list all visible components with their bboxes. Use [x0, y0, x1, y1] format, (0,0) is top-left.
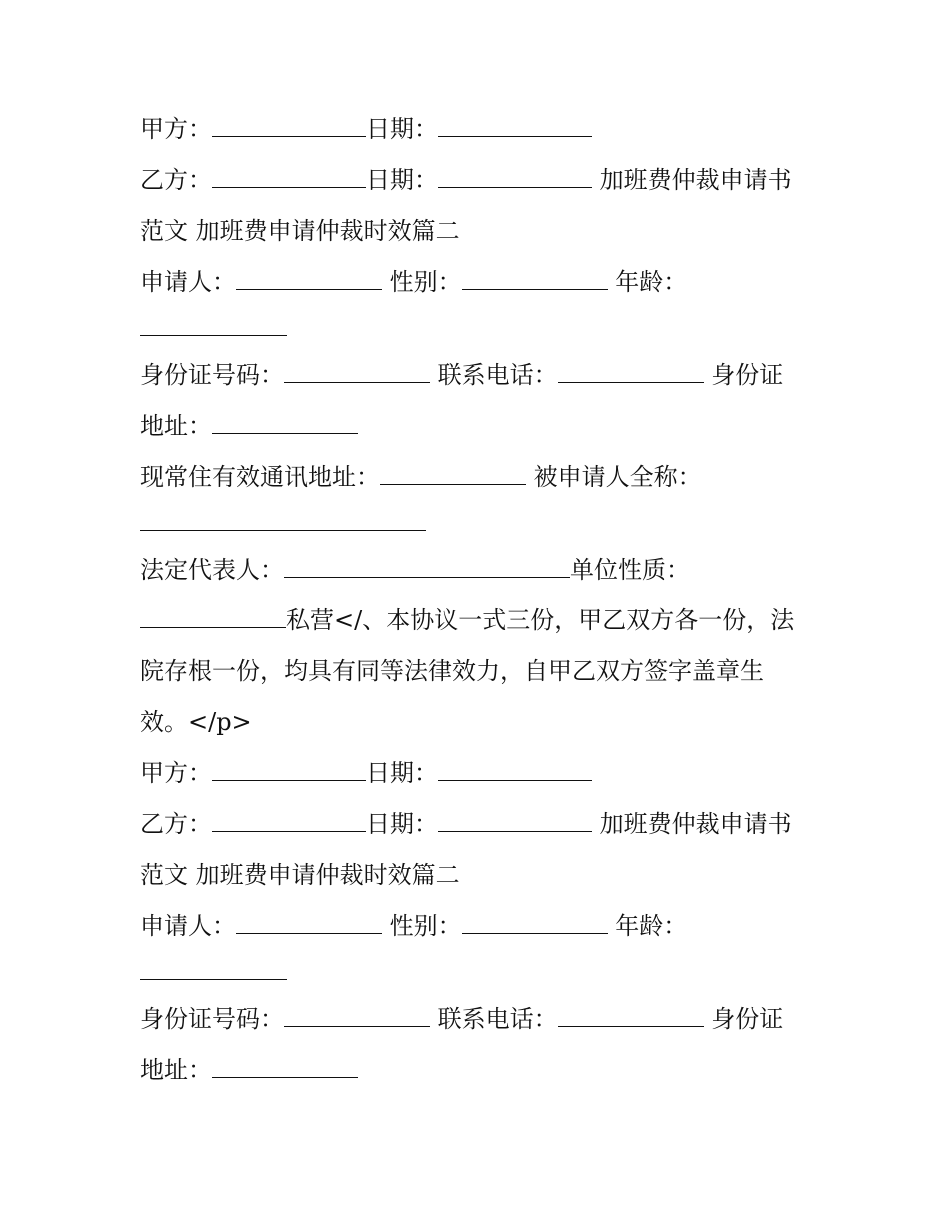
age-blank-line [140, 952, 830, 992]
title-text: 加班费仲裁申请书 [592, 166, 792, 194]
date-label: 日期： [366, 166, 438, 194]
date-blank[interactable] [438, 160, 592, 188]
respondent-label: 被申请人全称： [526, 463, 702, 491]
respondent-blank[interactable] [140, 503, 426, 531]
gender-blank[interactable] [462, 906, 608, 934]
section-title: 范文 加班费申请仲裁时效篇二 [140, 861, 460, 889]
address-label: 地址： [140, 412, 212, 440]
phone-label: 联系电话： [430, 361, 558, 389]
age-label: 年龄： [607, 268, 688, 296]
gender-blank[interactable] [462, 262, 608, 290]
phone-label: 联系电话： [430, 1005, 558, 1033]
body-text: 院存根一份，均具有同等法律效力，自甲乙双方签字盖章生 [140, 657, 764, 685]
unit-nature-blank[interactable] [140, 600, 286, 628]
phone-blank[interactable] [558, 355, 704, 383]
id-card-label: 身份证 [703, 1005, 784, 1033]
gender-label: 性别： [382, 268, 462, 296]
id-line [140, 999, 830, 1039]
unit-nature-label: 单位性质： [570, 556, 690, 584]
id-card-label: 身份证 [703, 361, 784, 389]
applicant-label: 申请人： [140, 912, 236, 940]
id-number-blank[interactable] [284, 999, 430, 1027]
id-number-label: 身份证号码： [140, 1005, 284, 1033]
body-line-1 [140, 600, 830, 640]
legal-rep-label: 法定代表人： [140, 556, 284, 584]
age-blank-line [140, 308, 830, 348]
party-a-blank[interactable] [212, 753, 366, 781]
address-line [140, 1050, 830, 1090]
body-text: 私营</、本协议一式三份，甲乙双方各一份，法 [286, 606, 795, 634]
gender-label: 性别： [382, 912, 462, 940]
residence-blank[interactable] [380, 457, 526, 485]
date-blank[interactable] [438, 804, 592, 832]
residence-label: 现常住有效通讯地址： [140, 463, 380, 491]
legal-rep-line [140, 550, 830, 590]
age-blank[interactable] [140, 952, 287, 980]
phone-blank[interactable] [558, 999, 704, 1027]
applicant-line [140, 906, 830, 946]
party-a-label: 甲方： [140, 115, 212, 143]
id-line [140, 355, 830, 395]
party-a-line [140, 109, 830, 149]
party-b-label: 乙方： [140, 810, 212, 838]
age-label: 年龄： [607, 912, 688, 940]
body-line-3 [140, 702, 830, 742]
applicant-label: 申请人： [140, 268, 236, 296]
party-a-blank[interactable] [212, 109, 366, 137]
body-text: 效。</p> [140, 708, 252, 736]
applicant-blank[interactable] [236, 906, 382, 934]
party-b-blank[interactable] [212, 160, 366, 188]
party-b-blank[interactable] [212, 804, 366, 832]
applicant-blank[interactable] [236, 262, 382, 290]
party-a-label: 甲方： [140, 759, 212, 787]
address-line [140, 406, 830, 446]
address-label: 地址： [140, 1056, 212, 1084]
respondent-blank-line [140, 503, 830, 543]
section-title-line [140, 211, 830, 251]
applicant-line [140, 262, 830, 302]
date-blank[interactable] [438, 753, 592, 781]
section-title-line [140, 855, 830, 895]
id-number-blank[interactable] [284, 355, 430, 383]
id-number-label: 身份证号码： [140, 361, 284, 389]
address-blank[interactable] [212, 1050, 358, 1078]
party-a-line [140, 753, 830, 793]
body-line-2 [140, 651, 830, 691]
date-label: 日期： [366, 810, 438, 838]
title-text: 加班费仲裁申请书 [592, 810, 792, 838]
date-blank[interactable] [438, 109, 592, 137]
address-blank[interactable] [212, 406, 358, 434]
date-label: 日期： [366, 759, 438, 787]
residence-line [140, 457, 830, 497]
legal-rep-blank[interactable] [284, 550, 570, 578]
date-label: 日期： [366, 115, 438, 143]
party-b-label: 乙方： [140, 166, 212, 194]
party-b-line [140, 804, 830, 844]
age-blank[interactable] [140, 308, 287, 336]
section-title: 范文 加班费申请仲裁时效篇二 [140, 217, 460, 245]
party-b-line [140, 160, 830, 200]
